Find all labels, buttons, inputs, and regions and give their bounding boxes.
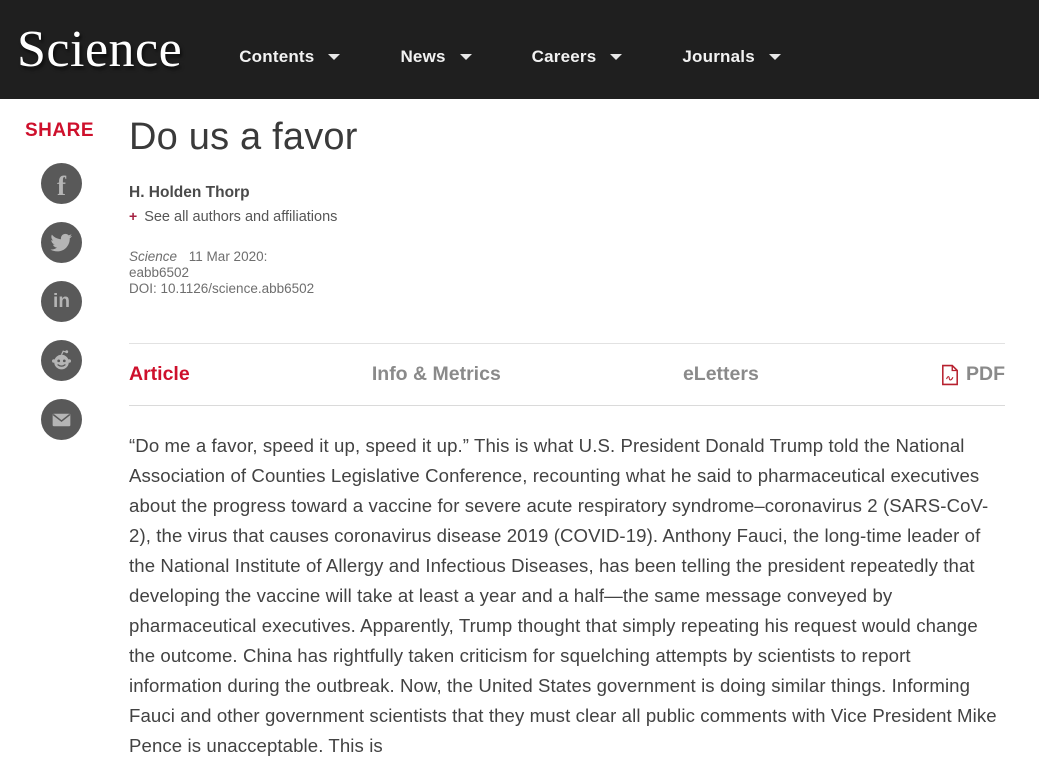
article-main [129, 99, 1005, 761]
tab-eletters[interactable]: eLetters [682, 363, 759, 385]
share-twitter-button[interactable] [41, 222, 82, 263]
share-linkedin-button[interactable] [41, 281, 82, 322]
article-body: “Do me a favor, speed it up, speed it up.” This is what U.S. President Donald Trump told the National Association of Counties Legislative Conference, recounting what he said to pharmaceutical executives about the progress toward a vaccine for severe acute respiratory syndrome–coronavirus 2 (SARS-CoV-2), the virus that causes coronavirus disease 2019 (COVID-19). Anthony Fauci, the long-time leader of the National Institute of Allergy and Infectious Diseases, has been telling the president repeatedly that developing the vaccine will take at least a year and a half—the same message conveyed by pharmaceutical executives. Apparently, Trump thought that simply repeating his request would change the outcome. China has rightfully taken criticism for squelching attempts by scientists to report information during the outbreak. Now, the United States government is doing similar things. Informing Fauci and other government scientists that they must clear all public comments with Vice President Mike Pence is unacceptable. This is [129, 435, 997, 756]
chevron-down-icon [610, 54, 622, 60]
linkedin-icon: in [53, 291, 70, 312]
content [0, 99, 1039, 761]
tab-bar [129, 343, 1005, 406]
citation-date: 11 Mar 2020: [188, 249, 268, 264]
nav-item-contents[interactable] [239, 47, 340, 67]
share-facebook-button[interactable] [41, 163, 82, 204]
chevron-down-icon [460, 54, 472, 60]
twitter-icon [50, 231, 73, 254]
share-reddit-button[interactable] [41, 340, 82, 381]
citation-doi: DOI: 10.1126/science.abb6502 [129, 281, 315, 296]
author-name[interactable]: H. Holden Thorp [129, 184, 250, 201]
citation-article-id: eabb6502 [129, 265, 190, 280]
site-header [0, 0, 1039, 99]
chevron-down-icon [769, 54, 781, 60]
tab-article[interactable]: Article [129, 363, 190, 385]
nav-item-news[interactable] [400, 47, 471, 67]
citation-line-1 [129, 249, 1005, 265]
facebook-icon: f [57, 171, 66, 201]
nav-item-label: Journals [682, 46, 755, 66]
pdf-download-link[interactable] [941, 363, 1005, 386]
plus-icon: + [129, 208, 138, 224]
tab-info-metrics[interactable]: Info & Metrics [371, 363, 501, 385]
science-logo[interactable]: Science [17, 20, 183, 78]
main-nav [239, 47, 781, 67]
page-title: Do us a favor [129, 116, 358, 158]
nav-item-label: Contents [239, 46, 315, 66]
nav-item-label: Careers [531, 46, 597, 66]
pdf-label: PDF [965, 363, 1005, 385]
pdf-icon [941, 364, 959, 386]
nav-item-label: News [400, 46, 446, 66]
share-label: SHARE [25, 120, 95, 141]
citation [129, 249, 1005, 297]
see-all-authors-label: See all authors and affiliations [144, 209, 338, 225]
nav-item-journals[interactable] [682, 47, 780, 67]
nav-item-careers[interactable] [532, 47, 623, 67]
share-email-button[interactable] [41, 399, 82, 440]
share-rail [0, 99, 129, 761]
citation-journal: Science [129, 249, 178, 264]
see-all-authors-link[interactable] [129, 208, 1005, 225]
share-icons [41, 163, 129, 440]
reddit-icon [49, 348, 74, 373]
email-icon [49, 407, 74, 432]
chevron-down-icon [328, 54, 340, 60]
